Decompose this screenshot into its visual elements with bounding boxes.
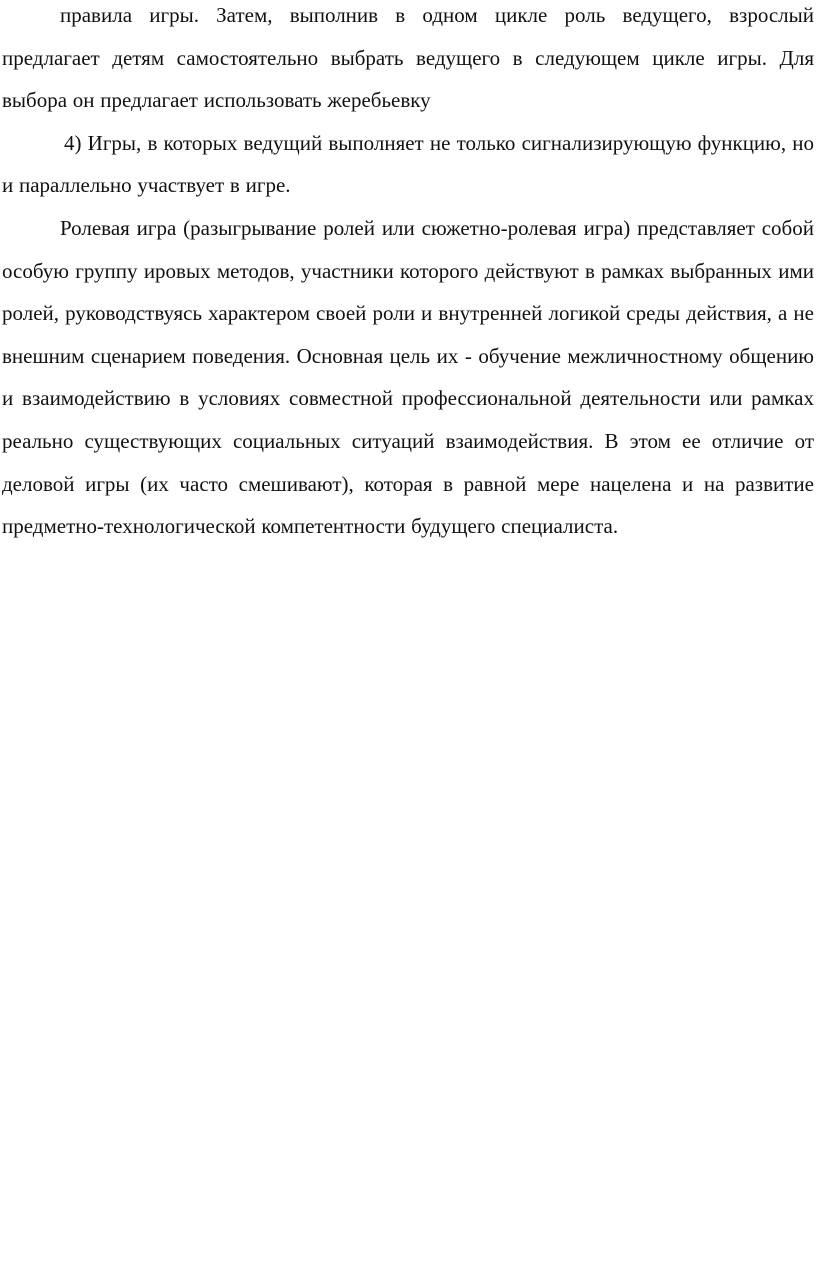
paragraph-role-play: Ролевая игра (разыгрывание ролей или сюжетно-ролевая игра) представляет собой особую группу ировых методов, участники которого действуют в рамках выбранных ими ролей, руководствуясь характером своей роли и внутренней логикой среды действия, а не внешним сценарием поведения. Основная цель их - обучение межличностному общению и взаимодействию в условиях совместной профессиональной деятельности или рамках реально существующих социальных ситуаций взаимодействия. В этом ее отличие от деловой игры (их часто смешивают), которая в равной мере нацелена и на развитие предметно-технологической компетентности будущего специалиста. bbox=[2, 215, 814, 539]
paragraph-games-with-leader: 4) Игры, в которых ведущий выполняет не только сигнализирующую функцию, но и параллельно участвует в игре. bbox=[2, 130, 814, 198]
paragraph-game-rules: правила игры. Затем, выполнив в одном цикле роль ведущего, взрослый предлагает детям самостоятельно выбрать ведущего в следующем цикле игры. Для выбора он предлагает использовать жеребьевку bbox=[2, 3, 814, 113]
